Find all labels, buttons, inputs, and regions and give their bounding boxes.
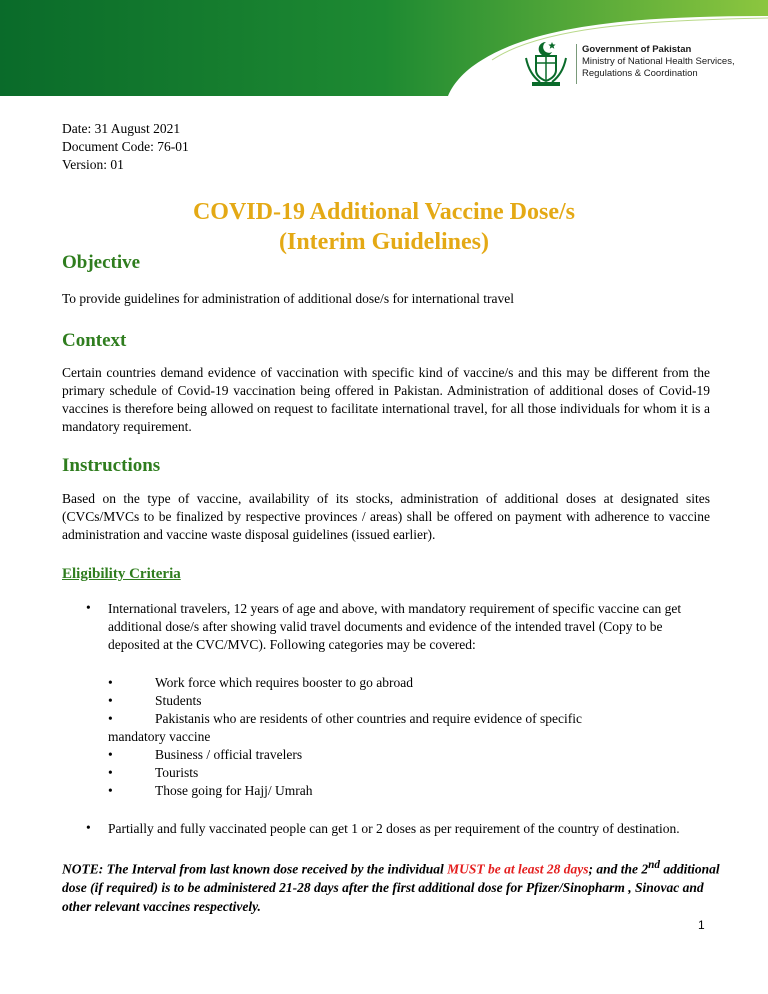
sub-item-business: Business / official travelers: [155, 747, 303, 762]
doc-version: Version: 01: [62, 157, 124, 172]
sub-bullet-mark: •: [108, 711, 113, 726]
state-emblem-icon: [520, 38, 572, 90]
page-number: 1: [698, 918, 705, 932]
doc-date: Date: 31 August 2021: [62, 121, 181, 136]
note-part-2: ; and the 2: [588, 861, 649, 877]
eligibility-bullet-1: International travelers, 12 years of age and above, with mandatory requirement of specific vaccine can get additional dose/s after showing valid travel documents and evidence of the intended travel (Copy to be deposited at the CVC/MVC). Following categories may be covered:: [108, 601, 682, 652]
sub-item-residents: Pakistanis who are residents of other countries and require evidence of specific: [155, 711, 582, 726]
bullet-mark: •: [86, 600, 91, 615]
note-part-1: NOTE: The Interval from last known dose received by the individual: [62, 861, 448, 877]
gov-line-2: Ministry of National Health Services,: [582, 56, 735, 67]
context-heading: Context: [62, 330, 127, 351]
bullet-mark: •: [86, 820, 91, 835]
document-title: [62, 197, 706, 257]
eligibility-bullet-2: Partially and fully vaccinated people can get 1 or 2 doses as per requirement of the country of destination.: [108, 821, 680, 836]
interval-note: [62, 856, 722, 916]
note-superscript: nd: [648, 859, 661, 871]
document-meta: [62, 120, 189, 174]
sub-bullet-mark: •: [108, 783, 113, 798]
sub-bullet-mark: •: [108, 747, 113, 762]
eligibility-heading: Eligibility Criteria: [62, 566, 181, 582]
instructions-heading: Instructions: [62, 455, 161, 476]
gov-line-1: Government of Pakistan: [582, 44, 692, 55]
context-text: Certain countries demand evidence of vaccination with specific kind of vaccine/s and this may be different from the primary schedule of Covid-19 vaccination being offered in Pakistan. Administration of additional doses of Covid-19 vaccines is therefore being allowed on request to facilitate international travel, for all those individuals for whom it is a mandatory requirement.: [62, 365, 710, 434]
sub-item-hajj: Those going for Hajj/ Umrah: [155, 783, 313, 798]
header-divider: [576, 44, 577, 84]
sub-item-workforce: Work force which requires booster to go abroad: [155, 675, 413, 690]
sub-item-residents-cont: mandatory vaccine: [108, 729, 211, 744]
title-line-2: (Interim Guidelines): [279, 229, 489, 255]
sub-item-students: Students: [155, 693, 202, 708]
sub-bullet-mark: •: [108, 675, 113, 690]
sub-item-tourists: Tourists: [155, 765, 199, 780]
note-highlight: MUST be at least 28 days: [447, 861, 589, 877]
doc-code: Document Code: 76-01: [62, 139, 189, 154]
sub-bullet-mark: •: [108, 693, 113, 708]
instructions-text: Based on the type of vaccine, availability of its stocks, administration of additional doses at designated sites (CVCs/MVCs to be finalized by respective provinces / areas) shall be offered on payment with adherence to vaccine administration and vaccine waste disposal guidelines (issued earlier).: [62, 491, 710, 542]
gov-line-3: Regulations & Coordination: [582, 68, 698, 79]
sub-bullet-mark: •: [108, 765, 113, 780]
ministry-label: [582, 44, 735, 80]
title-line-1: COVID-19 Additional Vaccine Dose/s: [192, 199, 576, 225]
note-part-3: additional dose (if required) is to be administered 21-28 days after the first additional dose for Pfizer/Sinopharm , Sinovac and other relevant vaccines respectively.: [62, 861, 720, 914]
objective-text: To provide guidelines for administration of additional dose/s for international travel: [62, 291, 514, 306]
objective-heading: Objective: [62, 252, 141, 273]
